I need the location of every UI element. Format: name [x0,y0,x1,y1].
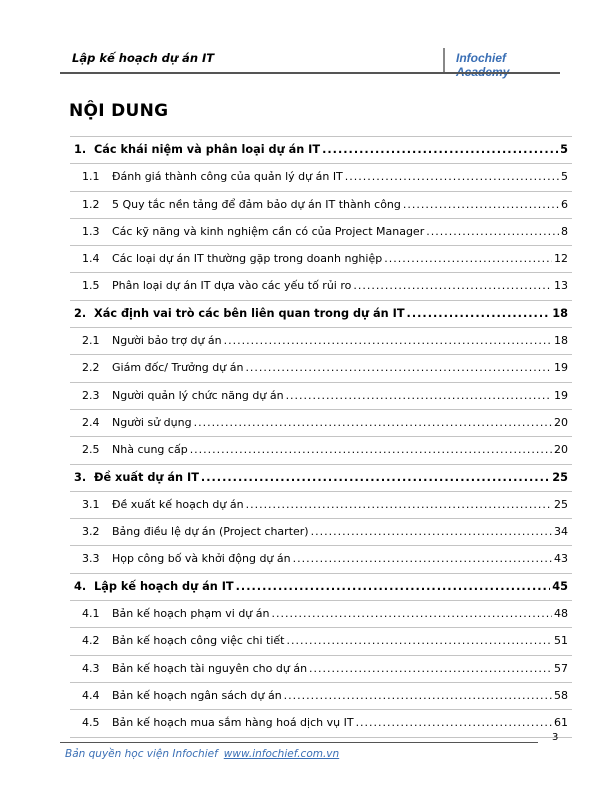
toc-page-number: 48 [554,607,568,621]
toc-page-number: 18 [554,334,568,348]
header-document-title: Lập kế hoạch dự án IT [72,51,215,65]
toc-leader-dots [353,279,552,292]
toc-number: 3.2 [82,525,100,539]
toc-entry[interactable] [112,225,568,238]
toc-section-row[interactable] [70,627,572,654]
toc-section-row[interactable] [70,655,572,682]
toc-page-number: 6 [561,197,568,211]
toc-label: Người quản lý chức năng dự án [112,388,284,402]
header-divider [443,48,445,72]
toc-entry[interactable] [112,279,568,292]
toc-label: Phân loại dự án IT dựa vào các yếu tố rủi ro [112,279,352,293]
toc-entry[interactable] [112,662,568,675]
toc-label: Lập kế hoạch dự án IT [94,579,234,593]
toc-entry[interactable] [112,252,568,265]
toc-leader-dots [356,716,552,729]
toc-chapter-row[interactable] [70,136,572,163]
toc-entry[interactable] [112,689,568,702]
toc-label: Bản kế hoạch ngân sách dự án [112,688,282,702]
toc-leader-dots [345,170,559,183]
toc-page-number: 43 [554,552,568,566]
toc-page-number: 20 [554,415,568,429]
page-number: 3 [552,732,559,743]
footer-link[interactable]: www.infochief.com.vn [223,748,340,760]
toc-entry[interactable] [112,716,568,729]
toc-page-number: 19 [554,388,568,402]
toc-number: 1.5 [82,279,100,293]
toc-page-number: 5 [561,170,568,184]
toc-label: Họp công bố và khởi động dự án [112,552,291,566]
toc-entry[interactable] [112,443,568,456]
toc-number: 1.4 [82,252,100,266]
toc-label: Bản kế hoạch công việc chi tiết [112,634,285,648]
toc-label: Đề xuất kế hoạch dự án [112,497,244,511]
toc-number: 1.3 [82,224,100,238]
header-rule [60,72,560,74]
toc-number: 2. [74,306,87,320]
toc-leader-dots [224,334,552,347]
toc-leader-dots [293,552,552,565]
toc-section-row[interactable] [70,354,572,381]
toc-page-number: 58 [554,688,568,702]
toc-page-number: 8 [561,224,568,238]
toc-section-row[interactable] [70,191,572,218]
toc-section-row[interactable] [70,163,572,190]
toc-page-number: 61 [554,716,568,730]
toc-page-number: 51 [554,634,568,648]
toc-number: 2.1 [82,334,100,348]
toc-number: 4.3 [82,661,100,675]
toc-section-row[interactable] [70,600,572,627]
toc-number: 2.4 [82,415,100,429]
toc-label: Các khái niệm và phân loại dự án IT [94,143,321,156]
toc-entry[interactable] [94,307,568,320]
toc-number: 4.1 [82,607,100,621]
toc-label: Bản kế hoạch mua sắm hàng hoá dịch vụ IT [112,716,354,730]
toc-leader-dots [271,607,552,620]
toc-section-row[interactable] [70,327,572,354]
toc-entry[interactable] [94,471,568,484]
toc-label: Đánh giá thành công của quản lý dự án IT [112,170,343,184]
toc-entry[interactable] [94,143,568,156]
toc-page-number: 25 [554,497,568,511]
toc-section-row[interactable] [70,272,572,299]
toc-entry[interactable] [112,389,568,402]
toc-section-row[interactable] [70,491,572,518]
toc-entry[interactable] [112,525,568,538]
toc-leader-dots [286,634,552,647]
toc-number: 2.3 [82,388,100,402]
toc-label: Bản kế hoạch phạm vi dự án [112,607,270,621]
toc-number: 4.5 [82,716,100,730]
toc-number: 3.1 [82,497,100,511]
toc-number: 1.1 [82,170,100,184]
toc-label: Người bảo trợ dự án [112,334,222,348]
toc-chapter-row[interactable] [70,464,572,491]
footer-rule [60,742,538,743]
toc-leader-dots [426,225,559,238]
toc-number: 2.5 [82,443,100,457]
toc-page-number: 25 [552,470,568,484]
toc-label: 5 Quy tắc nền tảng để đảm bảo dự án IT thành công [112,197,401,211]
toc-label: Các kỹ năng và kinh nghiệm cần có của Project Manager [112,224,425,238]
toc-entry[interactable] [112,607,568,620]
toc-leader-dots [201,471,550,484]
toc-section-row[interactable] [70,682,572,709]
toc-number: 1.2 [82,197,100,211]
toc-page-number: 34 [554,525,568,539]
toc-leader-dots [286,389,552,402]
toc-entry[interactable] [112,334,568,347]
toc-leader-dots [236,580,551,593]
toc-number: 4.4 [82,688,100,702]
toc-chapter-row[interactable] [70,573,572,600]
toc-page-number: 45 [552,579,568,593]
header-publisher: Infochief [456,51,506,65]
toc-label: Bảng điều lệ dự án (Project charter) [112,525,309,539]
toc-label: Xác định vai trò các bên liên quan trong dự án IT [94,306,405,320]
toc-page-number: 5 [560,143,568,156]
toc-section-row[interactable] [70,545,572,572]
footer [65,748,339,760]
toc-entry[interactable] [112,552,568,565]
toc-label: Giám đốc/ Trưởng dự án [112,361,244,375]
toc-label: Các loại dự án IT thường gặp trong doanh nghiệp [112,252,383,266]
toc-leader-dots [309,662,552,675]
toc-section-row[interactable] [70,409,572,436]
toc-page-number: 13 [554,279,568,293]
toc-leader-dots [403,198,559,211]
table-of-contents [70,136,572,738]
toc-leader-dots [384,252,552,265]
toc-section-row[interactable] [70,709,572,737]
toc-leader-dots [311,525,552,538]
toc-number: 4. [74,579,87,593]
page-title: NỘI DUNG [69,101,169,121]
toc-number: 2.2 [82,361,100,375]
toc-section-row[interactable] [70,518,572,545]
toc-section-row[interactable] [70,218,572,245]
toc-number: 4.2 [82,634,100,648]
toc-leader-dots [246,498,552,511]
toc-entry[interactable] [112,198,568,211]
toc-leader-dots [284,689,552,702]
toc-entry[interactable] [112,634,568,647]
toc-label: Đề xuất dự án IT [94,470,199,484]
toc-page-number: 57 [554,661,568,675]
toc-number: 3.3 [82,552,100,566]
toc-section-row[interactable] [70,436,572,463]
toc-entry[interactable] [112,498,568,511]
toc-leader-dots [245,361,552,374]
toc-page-number: 18 [552,306,568,320]
toc-leader-dots [194,416,552,429]
toc-entry[interactable] [112,416,568,429]
toc-number: 3. [74,470,87,484]
toc-leader-dots [407,307,551,320]
toc-leader-dots [322,143,558,156]
toc-page-number: 12 [554,252,568,266]
toc-label: Bản kế hoạch tài nguyên cho dự án [112,661,308,675]
toc-entry[interactable] [94,580,568,593]
toc-leader-dots [190,443,552,456]
toc-entry[interactable] [112,170,568,183]
toc-chapter-row[interactable] [70,300,572,327]
footer-copyright: Bản quyền học viện Infochief [65,748,218,760]
toc-entry[interactable] [112,361,568,374]
toc-label: Người sử dụng [112,415,192,429]
toc-page-number: 19 [554,361,568,375]
toc-number: 1. [74,143,87,156]
toc-section-row[interactable] [70,245,572,272]
toc-label: Nhà cung cấp [112,443,188,457]
page-header [60,48,560,70]
toc-section-row[interactable] [70,382,572,409]
toc-page-number: 20 [554,443,568,457]
